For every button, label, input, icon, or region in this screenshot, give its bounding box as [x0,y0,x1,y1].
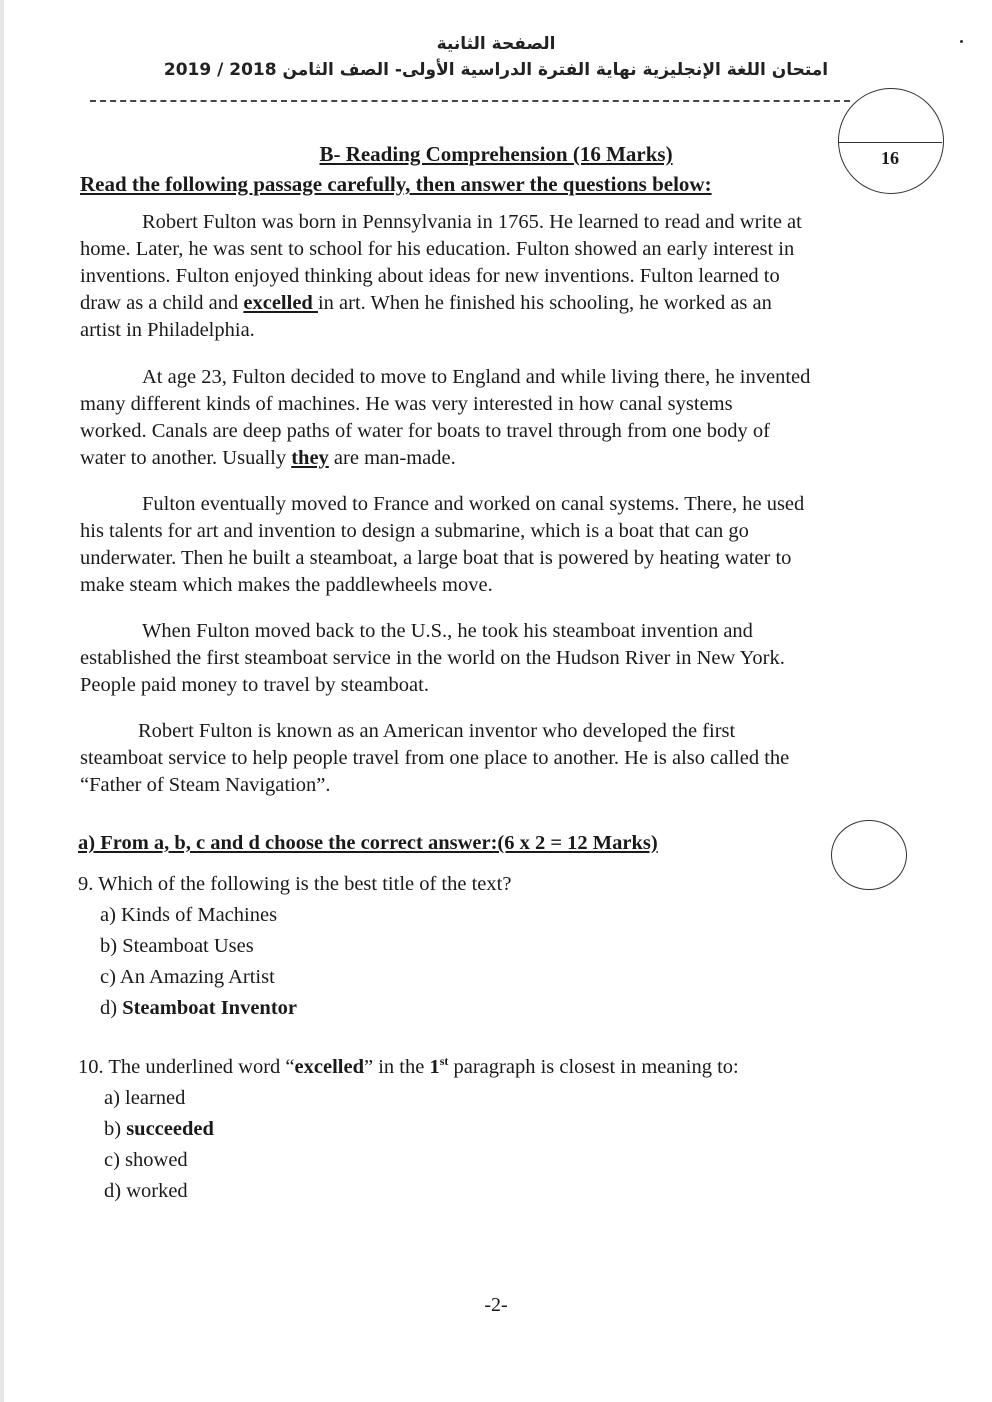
passage-line: his talents for art and invention to design a submarine, which is a boat that can go [80,520,749,542]
passage-line: established the first steamboat service in the world on the Hudson River in New York. [80,647,785,669]
q10-answer-text: succeeded [126,1118,214,1140]
ordinal-suffix: st [439,1054,449,1069]
q9-option-c: c) An Amazing Artist [100,966,275,988]
q9-option-d [100,995,297,1022]
passage-paragraph-2 [80,364,910,472]
question-keyword: excelled [294,1056,364,1078]
passage-line: make steam which makes the paddlewheels move. [80,574,493,596]
passage-line: worked. Canals are deep paths of water for boats to travel through from one body of [80,420,770,442]
part-a-title: a) From a, b, c and d choose the correct answer:(6 x 2 = 12 Marks) [78,832,658,854]
marks-circle [838,88,944,194]
passage-line: Robert Fulton was born in Pennsylvania in 1765. He learned to read and write at [142,211,802,233]
passage-line: many different kinds of machines. He was very interested in how canal systems [80,393,733,415]
question-text: ” in the [363,1056,430,1078]
paragraph-number: 1 [429,1056,440,1078]
passage-line: Fulton eventually moved to France and worked on canal systems. There, he used [142,493,805,515]
passage-paragraph-4 [80,618,910,699]
passage-line: Robert Fulton is known as an American inventor who developed the first [138,720,736,742]
passage-line: home. Later, he was sent to school for his education. Fulton showed an early interest in [80,238,795,260]
passage-text: are man-made. [328,447,456,469]
passage-paragraph-1 [80,209,910,344]
passage-text: in art. When he finished his schooling, he worked as an [317,292,772,314]
passage-line: When Fulton moved back to the U.S., he took his steamboat invention and [142,620,753,642]
passage-paragraph-5 [80,718,910,799]
passage-line: At age 23, Fulton decided to move to England and while living there, he invented [142,366,811,388]
passage-text: draw as a child and [80,292,244,314]
passage-line: People paid money to travel by steamboat. [80,674,429,696]
header-page-label: الصفحة الثانية [436,34,556,54]
q9-option-b: b) Steamboat Uses [100,935,254,957]
marks-total: 16 [881,148,899,168]
q10-option-a: a) learned [104,1087,186,1109]
option-label: b) [104,1118,127,1140]
header-divider [90,100,850,102]
passage-line: underwater. Then he built a steamboat, a large boat that is powered by heating water to [80,547,792,569]
passage-paragraph-3 [80,491,910,599]
instruction: Read the following passage carefully, then answer the questions below: [80,172,712,196]
question-text: 10. The underlined word “ [78,1056,295,1078]
question-9: 9. Which of the following is the best title of the text? [78,873,512,895]
passage-line: artist in Philadelphia. [80,319,255,341]
passage-line: inventions. Fulton enjoyed thinking about ideas for new inventions. Fulton learned to [80,265,780,287]
q10-option-b [104,1116,214,1143]
underlined-word-they: they [291,447,329,469]
part-a-marks-circle [831,820,907,890]
underlined-word-excelled: excelled [243,292,318,314]
q9-answer-text: Steamboat Inventor [122,997,298,1019]
option-label: d) [100,997,123,1019]
q10-option-c: c) showed [104,1149,188,1171]
section-title: B- Reading Comprehension (16 Marks) [319,142,673,166]
passage-line: “Father of Steam Navigation”. [80,774,331,796]
page-number: -2- [484,1294,508,1316]
header-exam-title: امتحان اللغة الإنجليزية نهاية الفترة الدراسية الأولى- الصف الثامن 2018 / 2019 [163,60,829,80]
question-text: paragraph is closest in meaning to: [448,1056,739,1078]
q10-option-d: d) worked [104,1180,188,1202]
question-10 [78,1054,739,1081]
passage-line: steamboat service to help people travel from one place to another. He is also called the [80,747,790,769]
page-edge [0,0,4,1402]
passage-text: water to another. Usually [80,447,292,469]
q9-option-a: a) Kinds of Machines [100,904,278,926]
